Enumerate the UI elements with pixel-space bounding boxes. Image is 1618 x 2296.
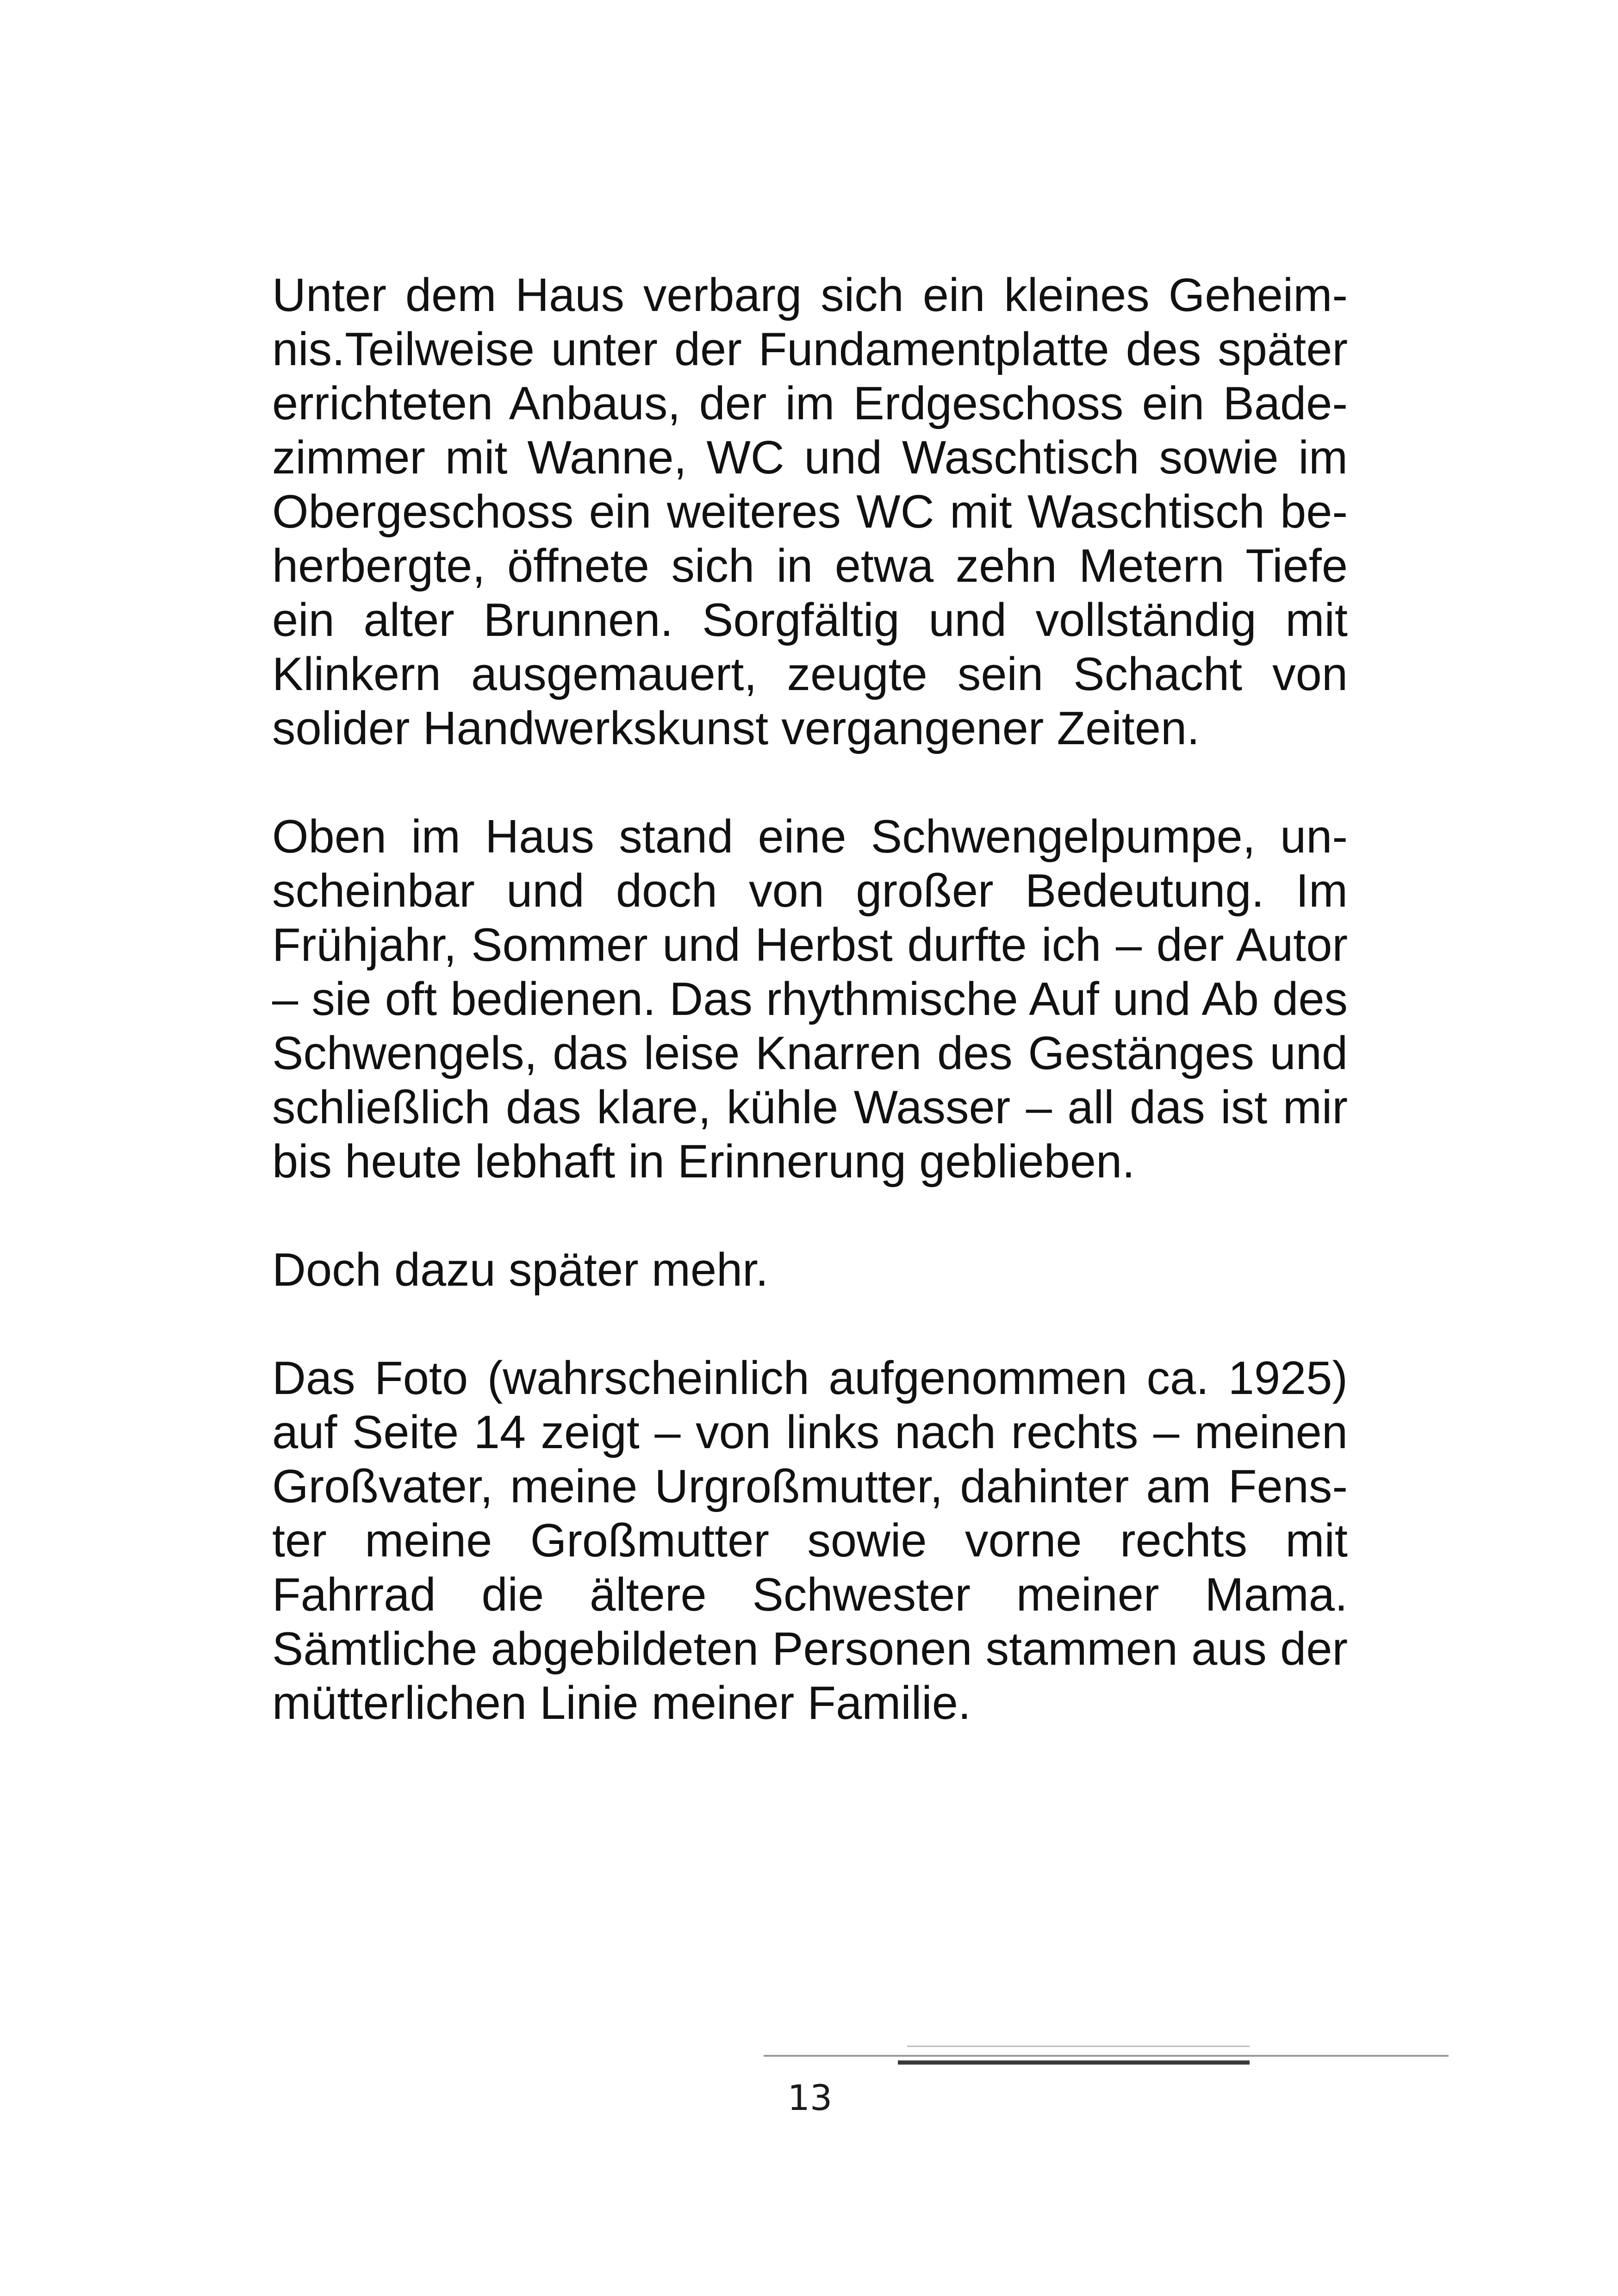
paragraph-later: Doch dazu später mehr. [272, 1244, 769, 1296]
page-number: 13 [787, 2077, 833, 2118]
footer-rule-thick [898, 2060, 1250, 2065]
paragraph-photo: Das Foto (wahrscheinlich aufgenommen ca. 1925) auf Seite 14 zeigt – von links nach rechts – meinen Großvater, meine Urgroßmutter, dahinter am Fenster meine Großmutter sowie vorne rechts mit Fahrrad die ältere Schwester meiner Mama. Sämtliche abgebildeten Personen stammen aus der mütterlichen Linie meiner Familie. [272, 1352, 1348, 1729]
footer-rule-top [907, 2046, 1250, 2047]
body-text [272, 268, 1348, 1785]
paragraph-pump: Oben im Haus stand eine Schwengelpumpe, unscheinbar und doch von großer Bedeutung. Im Frühjahr, Sommer und Herbst durfte ich – der Autor – sie oft bedienen. Das rhythmische Auf und Ab des Schwengels, das leise Knarren des Gestänges und schließlich das klare, kühle Wasser – all das ist mir bis heute lebhaft in Erinnerung geblieben. [272, 811, 1348, 1188]
paragraph-well: Unter dem Haus verbarg sich ein kleines Geheimnis.Teilweise unter der Fundamentplatte des später errichteten Anbaus, der im Erdgeschoss ein Badezimmer mit Wanne, WC und Waschtisch sowie im Obergeschoss ein weiteres WC mit Waschtisch beherbergte, öffnete sich in etwa zehn Metern Tiefe ein alter Brunnen. Sorgfältig und vollständig mit Klinkern ausgemauert, zeugte sein Schacht von solider Handwerkskunst vergangener Zeiten. [272, 269, 1348, 754]
footer-rule-long [764, 2055, 1449, 2057]
